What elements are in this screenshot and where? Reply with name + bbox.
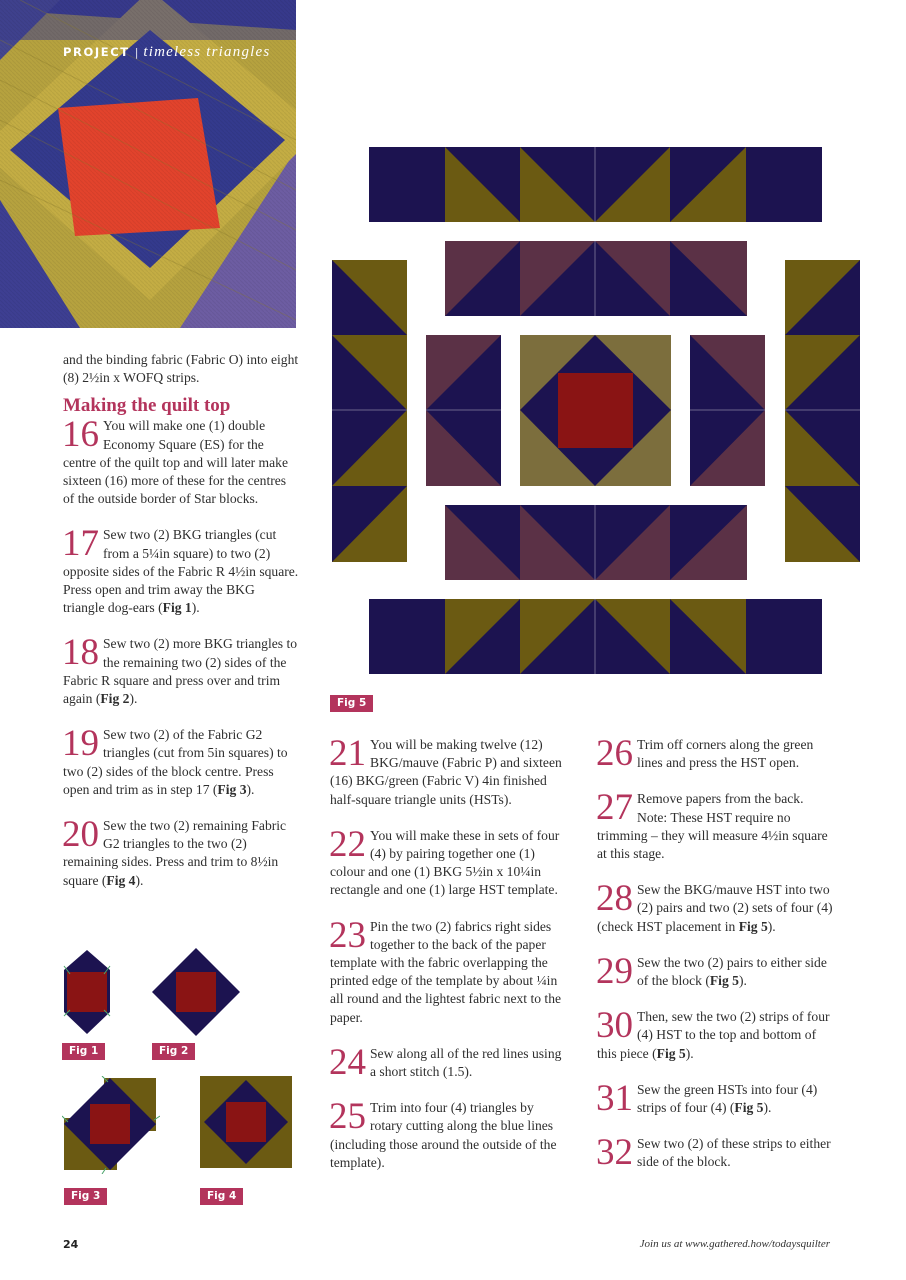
fig-ref: Fig 1 bbox=[162, 600, 192, 616]
step-text: Pin the two (2) fabrics right sides together to the back of the paper template with the fabric overlapping the printed edge of the template by about ¼in all round and the lightest fabric next to the paper. bbox=[330, 918, 562, 1025]
fig5-label: Fig 5 bbox=[330, 695, 373, 712]
step-end: ). bbox=[135, 872, 144, 888]
step-end: ). bbox=[246, 781, 255, 797]
right-green-strip bbox=[785, 260, 860, 562]
step-text: Remove papers from the back. Note: These HST require no trimming – they will measure 4½in square at this stage. bbox=[597, 791, 828, 862]
step-number: 30 bbox=[596, 1005, 633, 1047]
step-end: ). bbox=[129, 691, 138, 707]
fig-ref: Fig 2 bbox=[100, 691, 130, 707]
bottom-strip bbox=[369, 599, 822, 674]
left-column bbox=[63, 351, 299, 908]
step-text: Sew two (2) BKG triangles (cut from a 5¼in square) to two (2) opposite sides of the Fabric R 4½in square. Press open and trim away the BKG triangle dog-ears ( bbox=[63, 527, 299, 616]
step-number: 25 bbox=[329, 1096, 366, 1138]
step-number: 28 bbox=[596, 878, 633, 920]
fig2-diagram bbox=[152, 948, 240, 1036]
centre-block bbox=[520, 335, 671, 486]
step-text: You will be making twelve (12) BKG/mauve (Fabric P) and sixteen (16) BKG/green (Fabric V) 4in finished half-square triangle units (HSTs). bbox=[330, 737, 562, 807]
intro-text: and the binding fabric (Fabric O) into eight (8) 2½in x WOFQ strips. bbox=[63, 352, 299, 386]
fig2-label: Fig 2 bbox=[152, 1043, 195, 1060]
header-separator: | bbox=[134, 46, 139, 59]
fig4-label: Fig 4 bbox=[200, 1188, 243, 1205]
footer-website: Join us at www.gathered.how/todaysquilter bbox=[639, 1238, 830, 1250]
step-number: 22 bbox=[329, 823, 366, 865]
step-text: Then, sew the two (2) strips of four (4) HST to the top and bottom of this piece ( bbox=[597, 1009, 830, 1061]
step-28 bbox=[596, 878, 833, 936]
step-text: Trim off corners along the green lines and press the HST open. bbox=[637, 737, 814, 771]
left-mauve-pair bbox=[426, 335, 501, 486]
step-number: 18 bbox=[62, 632, 99, 674]
top-strip bbox=[369, 147, 822, 222]
mauve-bottom-strip bbox=[445, 505, 747, 580]
step-19 bbox=[62, 723, 299, 799]
mauve-top-strip bbox=[445, 241, 747, 316]
page-number: 24 bbox=[63, 1238, 79, 1251]
fig1-diagram bbox=[62, 948, 112, 1038]
step-number: 19 bbox=[62, 723, 99, 765]
step-text: Sew the two (2) remaining Fabric G2 triangles to the two (2) remaining sides. Press and trim to 8½in square ( bbox=[63, 818, 287, 888]
fig-ref: Fig 5 bbox=[738, 918, 768, 934]
step-text: Sew along all of the red lines using a short stitch (1.5). bbox=[370, 1045, 562, 1080]
page-header bbox=[63, 44, 270, 61]
step-17 bbox=[62, 523, 299, 617]
step-number: 23 bbox=[329, 914, 366, 956]
step-text: Trim into four (4) triangles by rotary cutting along the blue lines (including those around the outside of the template). bbox=[330, 1100, 557, 1170]
right-mauve-pair bbox=[690, 335, 765, 486]
step-22 bbox=[329, 823, 565, 900]
step-text: Sew the BKG/mauve HST into two (2) pairs and two (2) sets of four (4) (check HST placement in bbox=[597, 882, 833, 934]
step-end: ). bbox=[763, 1100, 772, 1116]
step-18 bbox=[62, 632, 299, 708]
step-number: 31 bbox=[596, 1077, 633, 1119]
step-text: You will make these in sets of four (4) by pairing together one (1) colour and one (1) BKG 5½in x 10¼in rectangle and one (1) large HST template. bbox=[330, 827, 560, 898]
fig-ref: Fig 3 bbox=[217, 781, 247, 797]
section-title: Making the quilt top bbox=[63, 395, 231, 417]
right-column bbox=[596, 733, 833, 1190]
step-23 bbox=[329, 914, 565, 1027]
step-text: Sew two (2) of these strips to either side of the block. bbox=[637, 1136, 831, 1170]
step-20 bbox=[62, 814, 299, 890]
middle-column bbox=[329, 733, 565, 1190]
step-32 bbox=[596, 1132, 833, 1174]
step-end: ). bbox=[191, 600, 200, 616]
step-27 bbox=[596, 787, 833, 863]
step-number: 32 bbox=[596, 1132, 633, 1174]
fig-ref: Fig 5 bbox=[709, 973, 739, 989]
step-end: ). bbox=[685, 1045, 694, 1061]
step-25 bbox=[329, 1096, 565, 1172]
step-number: 21 bbox=[329, 733, 366, 774]
step-number: 20 bbox=[62, 814, 99, 856]
step-number: 26 bbox=[596, 733, 633, 774]
step-number: 17 bbox=[62, 523, 99, 565]
header-subtitle: timeless triangles bbox=[143, 44, 271, 60]
step-text: Sew two (2) of the Fabric G2 triangles (cut from 5in squares) to two (2) sides of the block centre. Press open and trim as in step 17 ( bbox=[63, 727, 288, 797]
step-31 bbox=[596, 1077, 833, 1119]
step-text: Sew two (2) more BKG triangles to the remaining two (2) sides of the Fabric R square and press over and trim again ( bbox=[63, 636, 298, 707]
step-number: 24 bbox=[329, 1041, 366, 1083]
fig1-label: Fig 1 bbox=[62, 1043, 105, 1060]
step-end: ). bbox=[738, 973, 747, 989]
step-text: Sew the green HSTs into four (4) strips of four (4) ( bbox=[637, 1081, 818, 1116]
step-text: Sew the two (2) pairs to either side of the block ( bbox=[637, 954, 827, 989]
step-number: 16 bbox=[62, 414, 99, 456]
step-16 bbox=[62, 414, 299, 508]
step-end: ). bbox=[767, 918, 776, 934]
step-29 bbox=[596, 950, 833, 992]
left-green-strip bbox=[332, 260, 407, 562]
step-24 bbox=[329, 1041, 565, 1083]
step-21 bbox=[329, 733, 565, 809]
fig4-diagram bbox=[200, 1076, 292, 1168]
header-kicker: PROJECT bbox=[63, 45, 130, 59]
fig-ref: Fig 5 bbox=[734, 1100, 764, 1116]
fig5-diagram bbox=[330, 146, 862, 676]
fig-ref: Fig 4 bbox=[106, 872, 136, 888]
step-26 bbox=[596, 733, 833, 774]
step-30 bbox=[596, 1005, 833, 1063]
fig3-label: Fig 3 bbox=[64, 1188, 107, 1205]
step-text: You will make one (1) double Economy Square (ES) for the centre of the quilt top and will later make sixteen (16) more of these for the centres of the outside border of Star blocks. bbox=[63, 418, 288, 507]
step-number: 27 bbox=[596, 787, 633, 829]
fig3-diagram bbox=[62, 1076, 160, 1174]
fig-ref: Fig 5 bbox=[656, 1045, 686, 1061]
step-number: 29 bbox=[596, 950, 633, 992]
